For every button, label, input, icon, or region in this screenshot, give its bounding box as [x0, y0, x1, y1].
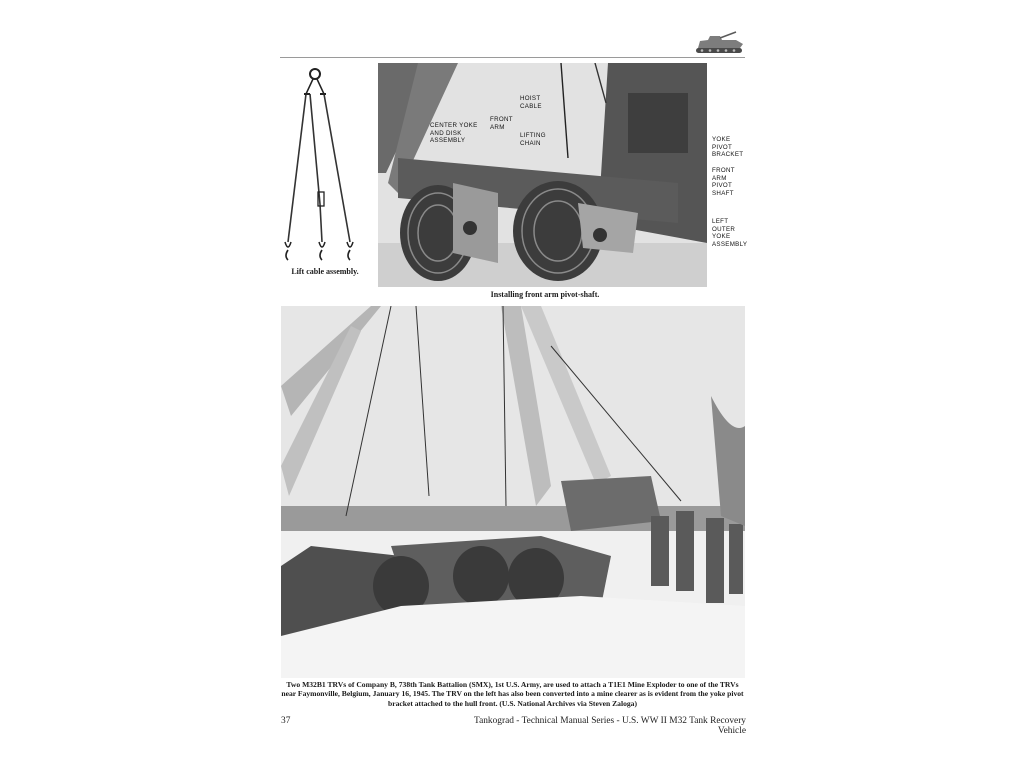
callout-front-arm: FRONT ARM: [490, 116, 513, 131]
callout-lifting-chain: LIFTING CHAIN: [520, 132, 546, 147]
callout-yoke-pivot-bracket: YOKE PIVOT BRACKET: [712, 136, 744, 158]
callout-left-outer-yoke: LEFT OUTER YOKE ASSEMBLY: [712, 218, 748, 248]
page-number: 37: [281, 716, 291, 726]
pivot-shaft-caption: Installing front arm pivot-shaft.: [490, 290, 600, 299]
callout-front-arm-pivot-shaft: FRONT ARM PIVOT SHAFT: [712, 167, 735, 197]
lift-cable-caption: Lift cable assembly.: [291, 267, 359, 276]
callout-hoist-cable: HOIST CABLE: [520, 95, 542, 110]
callout-center-yoke: CENTER YOKE AND DISK ASSEMBLY: [430, 122, 478, 144]
header-rule: [280, 57, 745, 58]
main-photo: [281, 306, 745, 678]
lift-cable-drawing: [280, 64, 372, 264]
main-photo-caption: Two M32B1 TRVs of Company B, 738th Tank Battalion (SMX), 1st U.S. Army, are used to attach a T1E1 Mine Exploder to one of the TRVs near Faymonville, Belgium, January 16, 1945. The TRV on the left has also been converted into a mine clearer as is evident from the yoke pivot bracket attached to the hull front. (U.S. National Archives via Steven Zaloga): [281, 680, 744, 708]
tank-silhouette-icon: [692, 28, 746, 56]
series-title: Tankograd - Technical Manual Series - U.S. WW II M32 Tank Recovery Vehicle: [474, 716, 746, 736]
